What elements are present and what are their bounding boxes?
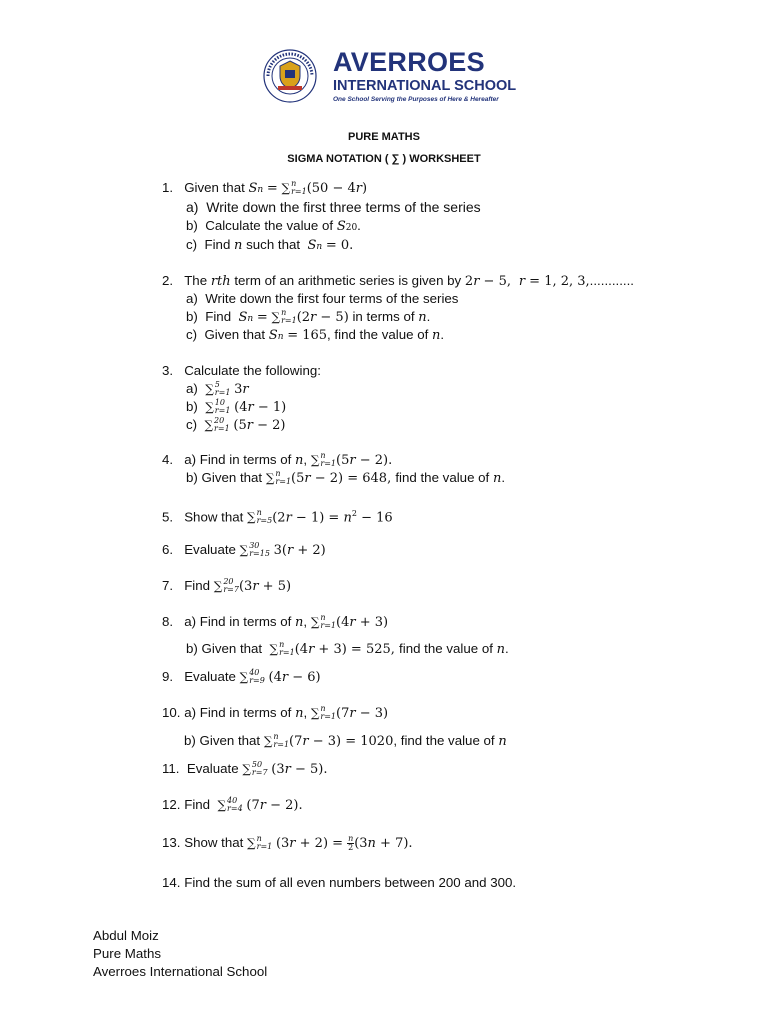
brand-subtitle: INTERNATIONAL SCHOOL [333,78,517,94]
question-1c: c) Find n such that Sn = 0. [186,237,354,253]
question-1: 1. Given that Sn = ∑ n r=1 (50 − 4r) [162,179,368,196]
brand-tagline: One School Serving the Purposes of Here & Hereafter [333,96,499,103]
school-logo [262,48,330,104]
question-9: 9. Evaluate ∑ 40 r=9 (4r − 6) [162,668,321,685]
question-2a: a) Write down the first four terms of the series [186,291,459,306]
question-6: 6. Evaluate ∑ 30 r=15 3(r + 2) [162,541,326,558]
question-4a: 4. a) Find in terms of n, ∑ n r=1 (5r − 2). [162,451,393,468]
question-2b: b) Find Sn = ∑ n r=1 (2r − 5) in terms of n. [186,308,431,325]
worksheet-title: SIGMA NOTATION ( ∑ ) WORKSHEET [287,153,481,165]
question-1b: b) Calculate the value of S20. [186,218,361,234]
question-10a: 10. a) Find in terms of n, ∑ n r=1 (7r − 3) [162,704,389,721]
question-10b: b) Given that ∑ n r=1 (7r − 3) = 1020, find the value of n [184,732,507,749]
question-14: 14. Find the sum of all even numbers between 200 and 300. [162,875,517,890]
question-3c: c) ∑ 20 r=1 (5r − 2) [186,416,286,433]
question-5: 5. Show that ∑ n r=5 $(2r - 1) = n^2 - 16$ [162,508,393,526]
question-2c: c) Given that Sn = 165, find the value of n. [186,327,445,343]
question-3b: b) ∑ 10 r=1 (4r − 1) [186,398,287,415]
question-11: 11. Evaluate ∑ 50 r=7 (3r − 5). [162,760,328,777]
footer-author: Abdul Moiz [93,928,159,943]
question-3a: a) ∑ 5 r=1 3r [186,380,249,397]
brand-name: AVERROES [333,47,485,77]
question-7: 7. Find ∑ 20 r=7 (3r + 5) [162,577,292,594]
question-4b: b) Given that ∑ n r=1 (5r − 2) = 648, find the value of n. [186,469,506,486]
footer-school: Averroes International School [93,964,268,979]
question-8a: 8. a) Find in terms of n, ∑ n r=1 (4r + 3) [162,613,389,630]
question-8b: b) Given that ∑ n r=1 (4r + 3) = 525, find the value of n. [186,640,509,657]
footer-subject: Pure Maths [93,946,161,961]
question-3: 3. Calculate the following: [162,363,321,378]
question-13: 13. Show that ∑ n r=1 (3r + 2) = $\frac{n}{2}$ (3n + 7). [162,834,413,852]
subject-heading: PURE MATHS [348,131,420,143]
question-1a: a) Write down the first three terms of the series [186,199,481,215]
question-12: 12. Find ∑ 40 r=4 (7r − 2). [162,796,303,813]
question-2: 2. The rth term of an arithmetic series is given by 2r − 5, r = 1, 2, 3,............ [162,273,635,289]
